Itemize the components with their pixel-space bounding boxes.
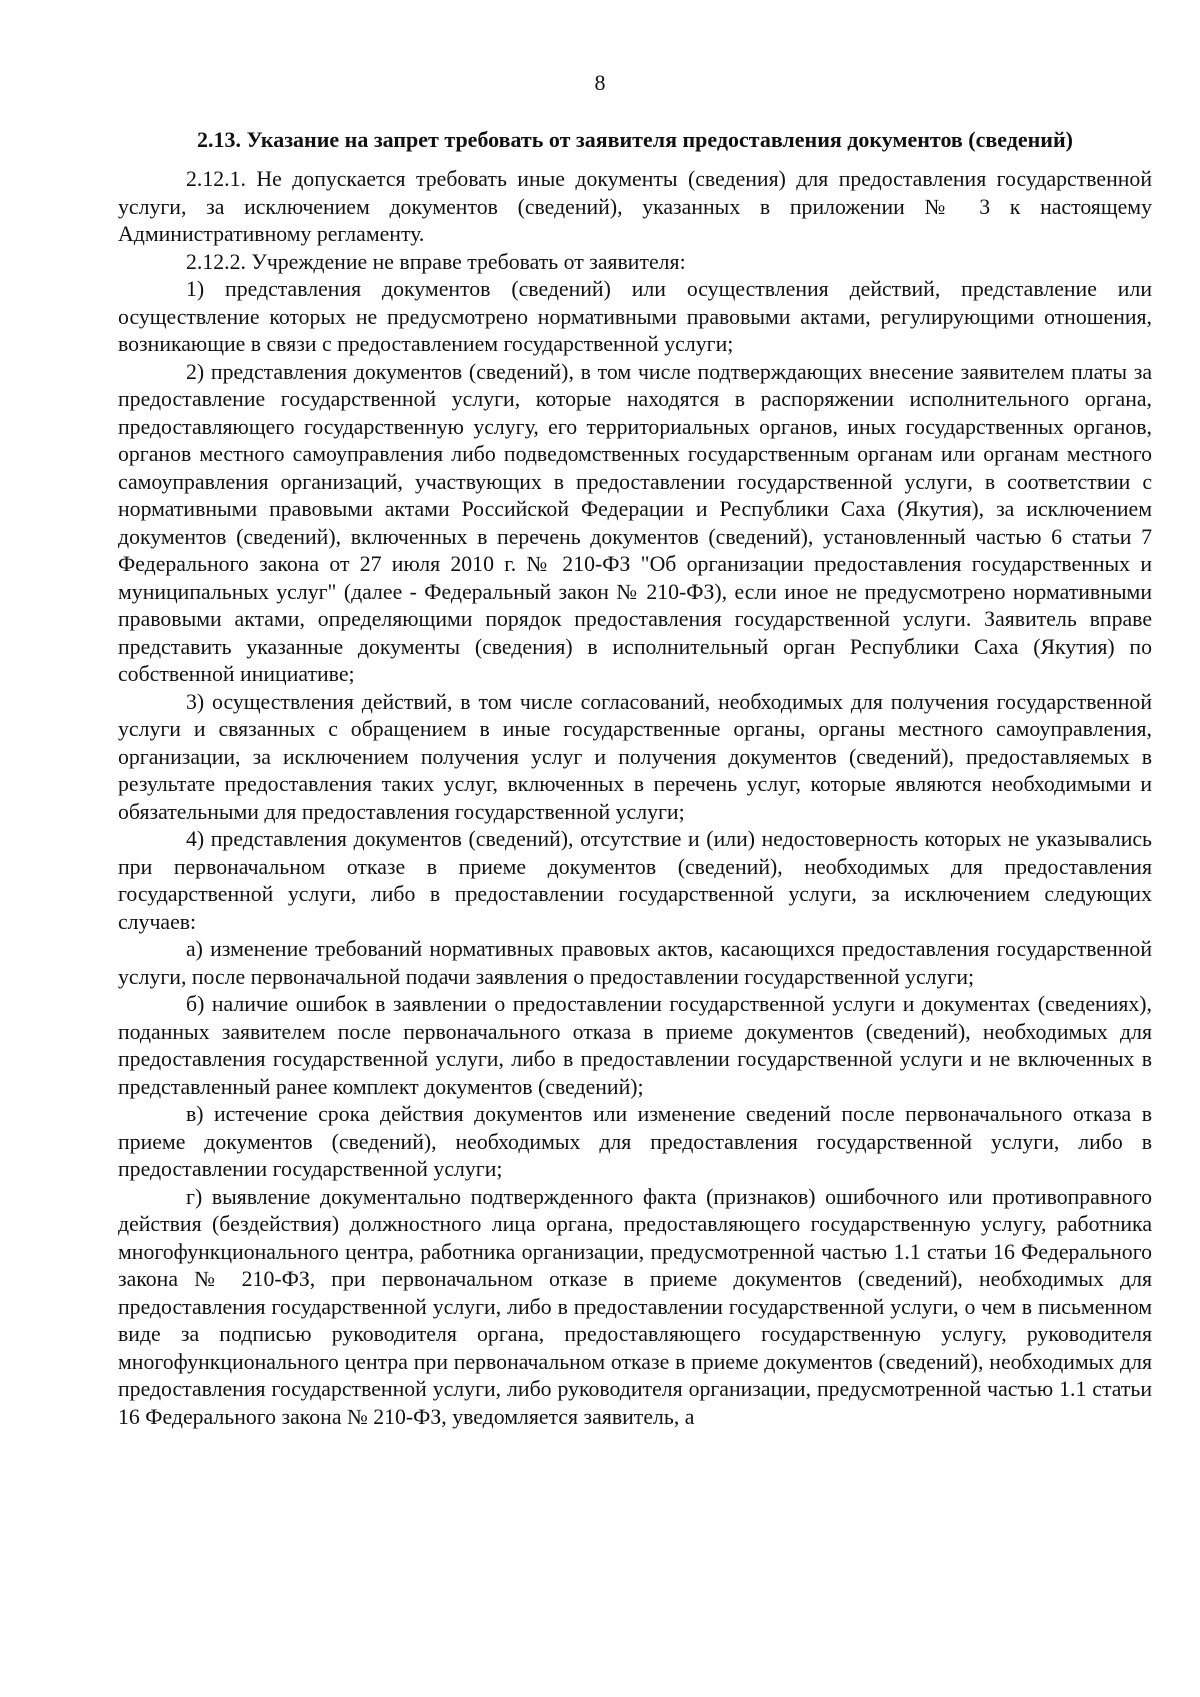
sub-item-g: г) выявление документально подтвержденного факта (признаков) ошибочного или противоправного действия (бездействия) должностного лица органа, предоставляющего государственную услугу, работника многофункционального центра, работника организации, предусмотренной частью 1.1 статьи 16 Федерального закона № 210-ФЗ, при первоначальном отказе в приеме документов (сведений), необходимых для предоставления государственной услуги, либо в предоставлении государственной услуги, о чем в письменном виде за подписью руководителя органа, предоставляющего государственную услугу, руководителя многофункционального центра при первоначальном отказе в приеме документов (сведений), необходимых для предоставления государственной услуги, либо руководителя организации, предусмотренной частью 1.1 статьи 16 Федерального закона № 210-ФЗ, уведомляется заявитель, а — [118, 1184, 1152, 1429]
section-heading: 2.13. Указание на запрет требовать от заявителя предоставления документов (сведений) — [197, 127, 1073, 152]
list-item-1: 1) представления документов (сведений) или осуществления действий, представление или осуществление которых не предусмотрено нормативными правовыми актами, регулирующими отношения, возникающие в связи с предоставлением государственной услуги; — [118, 277, 1152, 356]
sub-item-v: в) истечение срока действия документов или изменение сведений после первоначального отказа в приеме документов (сведений), необходимых для предоставления государственной услуги, либо в предоставлении государственной услуги; — [118, 1102, 1152, 1181]
list-item-2: 2) представления документов (сведений), в том числе подтверждающих внесение заявителем платы за предоставление государственной услуги, которые находятся в распоряжении исполнительного органа, предоставляющего государственную услугу, его территориальных органов, иных государственных органов, органов местного самоуправления либо подведомственных государственным органам или органам местного самоуправления организаций, участвующих в предоставлении государственной услуги, в соответствии с нормативными правовыми актами Российской Федерации и Республики Саха (Якутия), за исключением документов (сведений), включенных в перечень документов (сведений), установленный частью 6 статьи 7 Федерального закона от 27 июля 2010 г. № 210-ФЗ "Об организации предоставления государственных и муниципальных услуг" (далее - Федеральный закон № 210-ФЗ), если иное не предусмотрено нормативными правовыми актами, определяющими порядок предоставления государственной услуги. Заявитель вправе представить указанные документы (сведения) в исполнительный орган Республики Саха (Якутия) по собственной инициативе; — [118, 359, 1152, 686]
paragraph-2-12-1: 2.12.1. Не допускается требовать иные документы (сведения) для предоставления государственной услуги, за исключением документов (сведений), указанных в приложении № 3 к настоящему Административному регламенту. — [118, 167, 1152, 246]
list-item-3: 3) осуществления действий, в том числе согласований, необходимых для получения государственной услуги и связанных с обращением в иные государственные органы, органы местного самоуправления, организации, за исключением получения услуг и получения документов (сведений), предоставляемых в результате предоставления таких услуг, включенных в перечень услуг, которые являются необходимыми и обязательными для предоставления государственной услуги; — [118, 689, 1152, 824]
paragraph-2-12-2: 2.12.2. Учреждение не вправе требовать от заявителя: — [186, 249, 686, 274]
sub-item-b: б) наличие ошибок в заявлении о предоставлении государственной услуги и документах (сведениях), поданных заявителем после первоначального отказа в приеме документов (сведений), необходимых для предоставления государственной услуги, либо в предоставлении государственной услуги и не включенных в представленный ранее комплект документов (сведений); — [118, 992, 1152, 1099]
document-body — [118, 126, 1152, 1431]
list-item-4: 4) представления документов (сведений), отсутствие и (или) недостоверность которых не указывались при первоначальном отказе в приеме документов (сведений), необходимых для предоставления государственной услуги, либо в предоставлении государственной услуги, за исключением следующих случаев: — [118, 827, 1152, 934]
sub-item-a: а) изменение требований нормативных правовых актов, касающихся предоставления государственной услуги, после первоначальной подачи заявления о предоставлении государственной услуги; — [118, 937, 1152, 989]
page-number: 8 — [594, 70, 606, 95]
